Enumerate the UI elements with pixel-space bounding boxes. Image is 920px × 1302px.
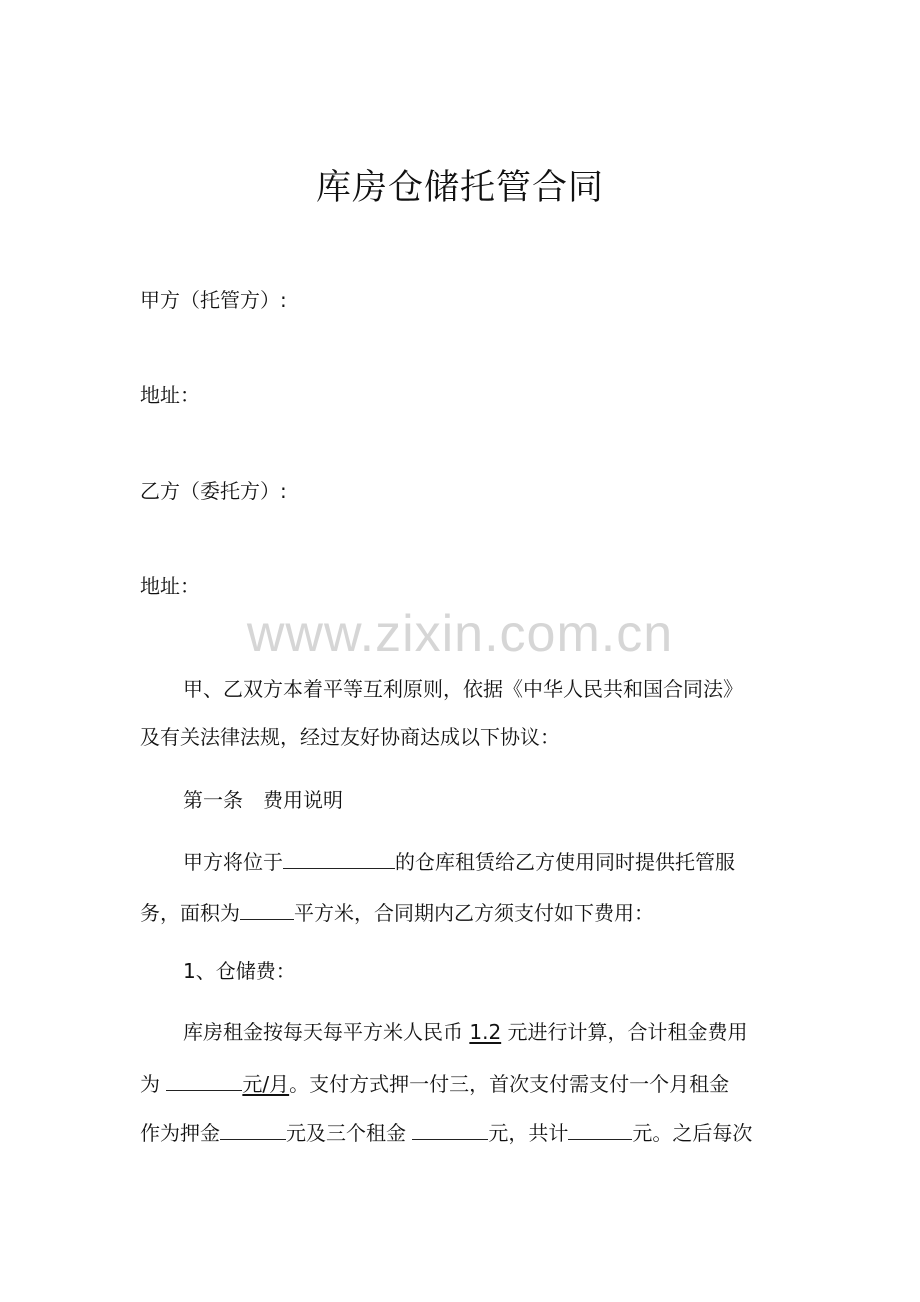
text-segment: 的仓库租赁给乙方使用同时提供托管服: [395, 850, 735, 874]
monthly-unit: 元/月: [242, 1072, 290, 1096]
rent-line-3: [140, 1117, 752, 1147]
rent-line-1: [183, 1018, 748, 1046]
party-b-address-label: 地址：: [140, 574, 200, 598]
text-segment: 务，面积为: [140, 901, 240, 925]
location-blank: [283, 846, 395, 869]
text-segment: 作为押金: [140, 1121, 220, 1145]
text-segment: 库房租金按每天每平方米人民币: [183, 1020, 470, 1044]
text-segment: 平方米，合同期内乙方须支付如下费用：: [294, 901, 654, 925]
area-blank: [240, 897, 294, 920]
deposit-blank: [220, 1117, 286, 1140]
watermark: www.zixin.com.cn: [246, 605, 674, 663]
rate-value: 1.2: [469, 1020, 502, 1044]
text-segment: 元及三个租金: [286, 1121, 413, 1145]
article-1-paragraph-line-1: [183, 846, 735, 876]
text-segment: 甲方将位于: [183, 850, 283, 874]
party-a-label: 甲方（托管方）:: [140, 288, 287, 312]
document-title: 库房仓储托管合同: [315, 168, 604, 208]
intro-line-2: 及有关法律法规，经过友好协商达成以下协议：: [140, 725, 560, 749]
text-segment: 。支付方式押一付三，首次支付需支付一个月租金: [289, 1072, 730, 1096]
text-segment: 元，共计: [488, 1121, 569, 1145]
text-segment: 为: [140, 1072, 167, 1096]
article-1-paragraph-line-2: [140, 897, 654, 927]
total-blank: [568, 1117, 632, 1140]
intro-line-1: 甲、乙双方本着平等互利原则，依据《中华人民共和国合同法》: [183, 677, 743, 701]
party-b-label: 乙方（委托方）:: [140, 479, 287, 503]
three-month-rent-blank: [412, 1117, 488, 1140]
text-segment: 元。之后每次: [632, 1121, 753, 1145]
article-1-heading: 第一条 费用说明: [183, 788, 343, 812]
monthly-rent-blank: [166, 1068, 242, 1091]
rent-line-2: [140, 1068, 729, 1098]
text-segment: 元进行计算，合计租金费用: [501, 1020, 748, 1044]
item-1-label: 1、仓储费：: [183, 959, 296, 983]
party-a-address-label: 地址：: [140, 383, 200, 407]
